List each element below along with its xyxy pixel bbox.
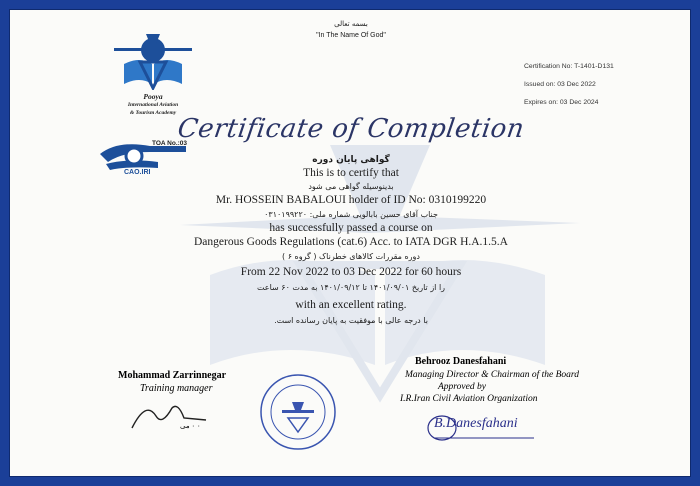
bismillah-text: بسمه تعالی <box>334 20 368 28</box>
right-signature: B.Danesfahani <box>434 416 518 431</box>
academy-stamp-icon <box>258 372 338 452</box>
left-signature-note: ۰ ۰ می <box>180 422 201 430</box>
right-signatory-role: Managing Director & Chairman of the Board <box>405 370 579 380</box>
rating-line-fa: با درجه عالی با موفقیت به پایان رسانده است. <box>274 316 428 325</box>
right-signatory-name: Behrooz Danesfahani <box>415 356 507 367</box>
academy-name: Pooya <box>143 92 163 101</box>
in-the-name-text: "In The Name Of God" <box>316 32 386 39</box>
left-signature-icon <box>126 398 226 434</box>
right-signatory-org: I.R.Iran Civil Aviation Organization <box>400 394 538 404</box>
certify-line: This is to certify that <box>303 167 399 179</box>
certificate-meta <box>524 58 614 112</box>
expires-on: Expires on: 03 Dec 2024 <box>524 99 599 106</box>
academy-name-line3: & Tourism Academy <box>129 110 177 116</box>
academy-name-line2: International Aviation <box>127 102 179 108</box>
right-approved-by: Approved by <box>438 382 486 392</box>
certify-line-fa: بدینوسیله گواهی می شود <box>308 182 394 191</box>
left-signatory-name: Mohammad Zarrinnegar <box>118 370 227 381</box>
dates-line: From 22 Nov 2022 to 03 Dec 2022 for 60 hours <box>240 266 462 278</box>
course-line-fa: دوره مقررات کالاهای خطرناک ( گروه ۶ ) <box>282 252 420 261</box>
certification-number: Certification No: T-1401-D131 <box>524 63 614 70</box>
certificate-title: Certificate of Completion <box>175 114 527 144</box>
course-line: Dangerous Goods Regulations (cat.6) Acc. to IATA DGR H.A.1.5.A <box>193 236 508 248</box>
certificate-frame <box>9 9 691 477</box>
holder-line: Mr. HOSSEIN BABALOUI holder of ID No: 0310199220 <box>215 194 487 206</box>
dates-line-fa: را از تاریخ ۱۴۰۱/۰۹/۰۱ تا ۱۴۰۱/۰۹/۱۲ به مدت ۶۰ ساعت <box>256 283 446 292</box>
holder-line-fa: جناب آقای حسین بابالویی شماره ملی: ۰۳۱۰۱۹۹۲۲۰ <box>264 210 438 219</box>
issued-on: Issued on: 03 Dec 2022 <box>524 81 596 88</box>
toa-label: TOA No.:03 <box>152 140 188 147</box>
left-signatory-role: Training manager <box>140 383 213 394</box>
academy-logo-icon <box>110 28 196 90</box>
rating-line: with an excellent rating. <box>295 299 407 311</box>
cao-label: CAO.IRI <box>124 169 151 176</box>
right-signature-flourish-icon <box>424 412 544 442</box>
title-fa: گواهی پایان دوره <box>312 155 390 165</box>
passed-line: has successfully passed a course on <box>269 222 433 234</box>
